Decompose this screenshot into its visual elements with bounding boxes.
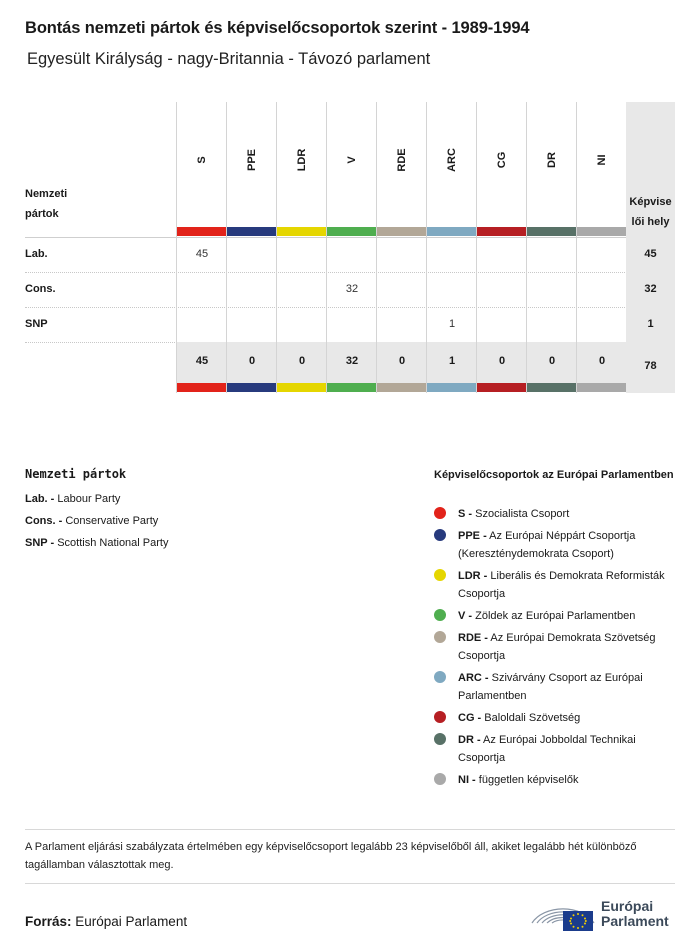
group-abbr: RDE - [458,632,488,644]
group-color-bar [477,383,527,392]
logo-text-line2: Parlament [601,913,669,929]
group-color-bar [227,383,277,392]
table-cell [327,237,377,272]
row-label: SNP [25,318,48,330]
row-label: Cons. [25,283,56,295]
table-cell [577,307,627,342]
group-abbr: DR - [458,734,481,746]
national-parties-legend-title: Nemzeti pártok [25,467,127,481]
group-name: Az Európai Demokrata Szövetség Csoportja [458,632,656,662]
group-column-header [277,102,327,227]
table-cell [377,237,427,272]
page-title: Bontás nemzeti pártok és képviselőcsoportok szerint - 1989-1994 [25,19,530,37]
color-dot-icon [434,569,446,581]
ep-group-text [458,607,678,625]
group-code: RDE [396,148,408,172]
group-column-s [176,102,226,393]
table-cell [527,307,577,342]
table-cell: 1 [448,318,456,330]
party-abbr: SNP - [25,537,55,549]
row-label: Lab. [25,248,48,260]
group-column-arc [426,102,476,393]
group-total-cell [377,342,427,383]
national-party-legend-item [25,537,168,549]
group-code: V [346,156,358,164]
table-cell [277,272,327,307]
group-total-cell [427,342,477,383]
group-color-bar [277,227,327,236]
group-name: Szocialista Csoport [472,508,570,520]
group-name: Szivárvány Csoport az Európai Parlamentben [458,672,643,702]
ep-group-text [458,669,678,705]
group-total: 1 [448,355,456,367]
group-abbr: PPE - [458,530,487,542]
divider [25,829,675,830]
group-abbr: V - [458,610,473,622]
party-abbr: Lab. - [25,493,55,505]
total-seats-header-line2: lői hely [631,216,670,228]
group-total: 0 [548,355,556,367]
group-column-header [327,102,377,227]
table-cell [227,307,277,342]
divider [25,883,675,884]
footnote: A Parlament eljárási szabályzata értelmében egy képviselőcsoport legalább 23 képviselőből áll, akiket legalább hét különböző tagállamban választottak meg. [25,841,637,871]
group-total: 45 [195,355,209,367]
page-subtitle: Egyesült Királyság - nagy-Britannia - Távozó parlament [27,50,431,68]
table-cell [577,272,627,307]
group-total: 0 [598,355,606,367]
group-column-ni [576,102,626,393]
party-name: Conservative Party [62,515,159,527]
group-code: NI [596,154,608,166]
group-color-bar [177,383,227,392]
group-color-bar [227,227,277,236]
group-column-header [577,102,627,227]
national-party-legend-item [25,515,158,527]
party-abbr: Cons. - [25,515,63,527]
group-total: 0 [398,355,406,367]
group-name: Baloldali Szövetség [481,712,581,724]
group-total: 0 [498,355,506,367]
source-label: Forrás: [25,914,72,929]
ep-group-text [458,731,678,767]
group-code: ARC [446,148,458,172]
table-cell [527,237,577,272]
group-abbr: LDR - [458,570,488,582]
group-color-bar [327,227,377,236]
group-total-cell [327,342,377,383]
group-abbr: ARC - [458,672,489,684]
party-name: Scottish National Party [54,537,169,549]
group-column-dr [526,102,576,393]
table-cell [477,237,527,272]
group-column-ppe [226,102,276,393]
color-dot-icon [434,609,446,621]
color-dot-icon [434,671,446,683]
table-cell [227,272,277,307]
table-cell [377,272,427,307]
group-color-bar [177,227,227,236]
table-cell [477,272,527,307]
group-column-ldr [276,102,326,393]
group-total-cell [577,342,627,383]
group-color-bar [527,383,577,392]
logo-text [601,899,669,929]
group-total: 0 [248,355,256,367]
corner-header [25,184,175,224]
group-code: PPE [246,148,258,172]
corner-header-line2: pártok [25,208,59,220]
group-code: CG [496,151,508,169]
ep-group-text [458,527,678,563]
color-dot-icon [434,711,446,723]
group-column-v [326,102,376,393]
group-name: Az Európai Néppárt Csoportja (Kereszténydemokrata Csoport) [458,530,636,560]
corner-header-line1: Nemzeti [25,188,68,200]
group-column-header [427,102,477,227]
ep-group-text [458,771,678,789]
group-total-cell [477,342,527,383]
table-cell [227,237,277,272]
table-cell [527,272,577,307]
color-dot-icon [434,631,446,643]
group-abbr: NI - [458,774,476,786]
table-cell [327,307,377,342]
group-abbr: S - [458,508,473,520]
table-cell [177,272,227,307]
group-name: Zöldek az Európai Parlamentben [472,610,636,622]
ep-group-text [458,505,678,523]
national-party-legend-item [25,493,120,505]
group-color-bar [577,227,627,236]
group-total: 32 [345,355,359,367]
table-cell: 32 [345,283,359,295]
color-dot-icon [434,733,446,745]
total-seats-header [626,192,675,232]
breakdown-table [25,102,675,393]
group-name: Liberális és Demokrata Reformisták Csoportja [458,570,665,600]
group-code: S [196,156,208,164]
ep-group-text [458,629,678,665]
group-column-header [177,102,227,227]
table-cell [477,307,527,342]
group-name: független képviselők [475,774,579,786]
table-cell [277,307,327,342]
ep-group-text [458,709,678,727]
row-total: 1 [647,318,654,330]
group-column-header [527,102,577,227]
group-total-cell [227,342,277,383]
group-total-cell [527,342,577,383]
row-total: 45 [644,248,657,260]
group-name: Az Európai Jobboldal Technikai Csoportja [458,734,636,764]
group-abbr: CG - [458,712,482,724]
group-color-bar [477,227,527,236]
ep-groups-legend-title: Képviselőcsoportok az Európai Parlamentben [434,469,674,481]
group-color-bar [427,227,477,236]
table-cell [577,237,627,272]
table-cell [427,237,477,272]
group-column-rde [376,102,426,393]
party-name: Labour Party [54,493,121,505]
group-total: 0 [298,355,306,367]
ep-group-text [458,567,678,603]
source-value: Európai Parlament [71,914,188,929]
row-total: 32 [644,283,657,295]
grand-total: 78 [644,360,657,372]
total-seats-header-line1: Képvise [629,196,672,208]
group-code: DR [546,152,558,168]
group-column-cg [476,102,526,393]
total-seats-column [626,102,675,393]
group-color-bar [577,383,627,392]
group-column-header [477,102,527,227]
table-cell [377,307,427,342]
logo-text-line1: Európai [601,898,654,914]
group-code: LDR [296,148,308,172]
group-color-bar [377,227,427,236]
group-color-bar [277,383,327,392]
group-color-bar [327,383,377,392]
color-dot-icon [434,507,446,519]
group-color-bar [427,383,477,392]
group-total-cell [177,342,227,383]
group-column-header [227,102,277,227]
color-dot-icon [434,773,446,785]
table-cell: 45 [195,248,209,260]
source-line [25,914,187,929]
table-cell [177,307,227,342]
group-color-bar [527,227,577,236]
color-dot-icon [434,529,446,541]
group-total-cell [277,342,327,383]
table-cell [427,272,477,307]
group-column-header [377,102,427,227]
table-cell [277,237,327,272]
group-color-bar [377,383,427,392]
